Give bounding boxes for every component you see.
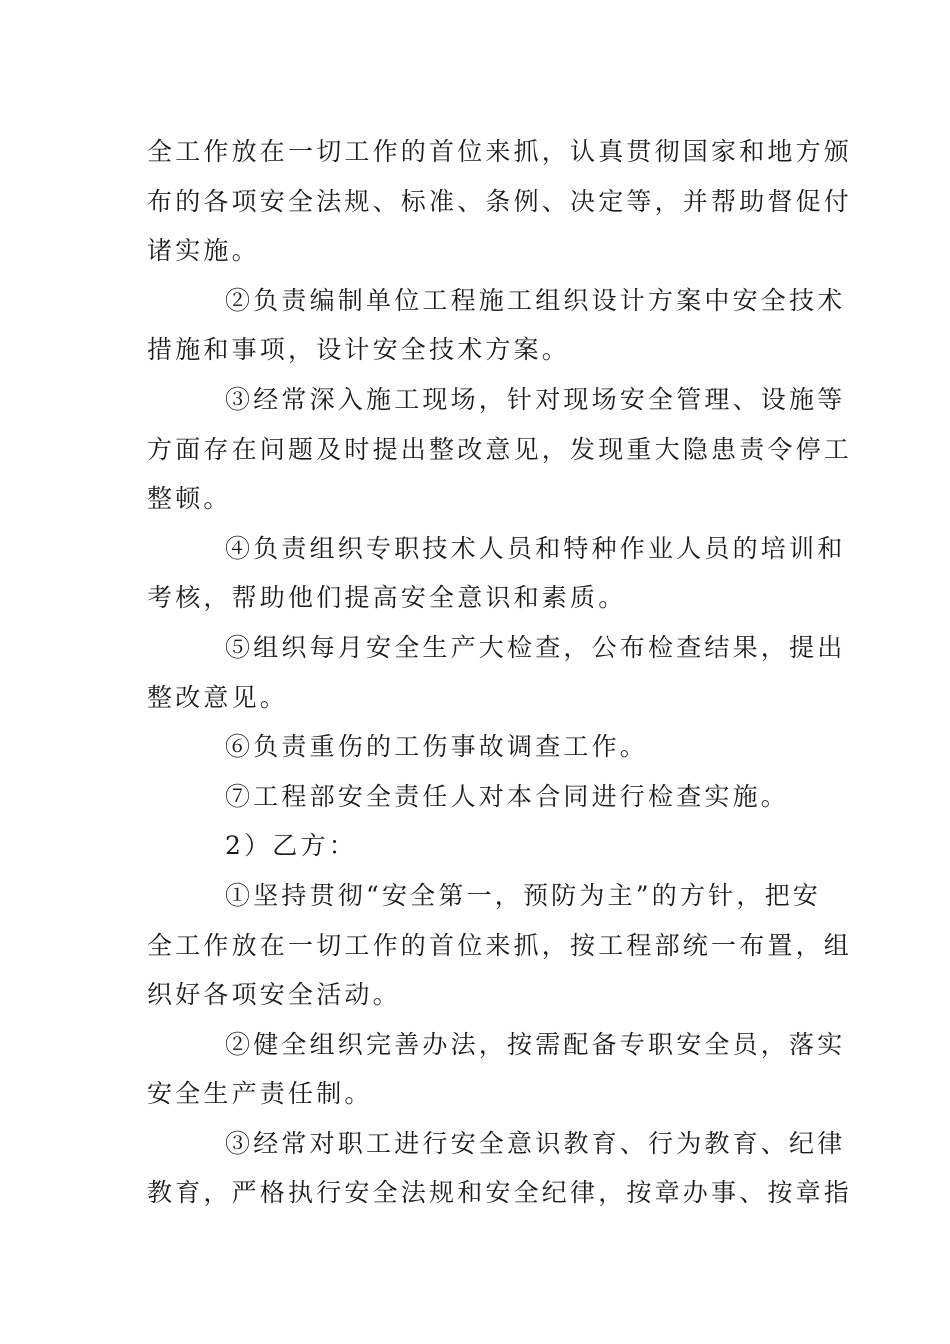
paragraph-item-3 <box>147 375 853 524</box>
paragraph-continuation <box>147 127 853 276</box>
text-line: 安全生产责任制。 <box>147 1079 373 1109</box>
text-line: ②健全组织完善办法，按需配备专职安全员，落实 <box>225 1029 846 1059</box>
text-line: ②负责编制单位工程施工组织设计方案中安全技术 <box>225 285 846 315</box>
text-line: ⑦工程部安全责任人对本合同进行检查实施。 <box>225 781 790 811</box>
paragraph-b-item-2 <box>147 1020 846 1119</box>
section-heading-party-b <box>147 821 807 871</box>
text-line: 布的各项安全法规、标准、条例、决定等，并帮助督促付 <box>147 186 853 216</box>
text-line: 整顿。 <box>147 484 232 514</box>
paragraph-b-item-3 <box>147 1119 853 1218</box>
paragraph-item-2 <box>147 276 846 375</box>
paragraph-b-item-1 <box>147 871 853 1020</box>
text-line: ③经常对职工进行安全意识教育、行为教育、纪律 <box>225 1128 846 1158</box>
text-line: ⑥负责重伤的工伤事故调查工作。 <box>225 732 649 762</box>
text-line: 整改意见。 <box>147 682 289 712</box>
text-line: 2）乙方： <box>225 831 357 861</box>
text-line: 考核，帮助他们提高安全意识和素质。 <box>147 583 627 613</box>
document-body <box>147 127 853 1218</box>
text-line: 织好各项安全活动。 <box>147 980 401 1010</box>
text-line: 诸实施。 <box>147 236 260 266</box>
text-line: ①坚持贯彻“安全第一，预防为主”的方针，把安 <box>225 880 821 910</box>
text-line: 教育，严格执行安全法规和安全纪律，按章办事、按章指 <box>147 1178 853 1208</box>
text-line: 措施和事项，设计安全技术方案。 <box>147 335 571 365</box>
text-line: ⑤组织每月安全生产大检查，公布检查结果，提出 <box>225 632 846 662</box>
text-line: 全工作放在一切工作的首位来抓，认真贯彻国家和地方颁 <box>147 137 853 166</box>
text-line: ④负责组织专职技术人员和特种作业人员的培训和 <box>225 533 846 563</box>
paragraph-item-6 <box>147 722 807 772</box>
paragraph-item-7 <box>147 772 807 822</box>
paragraph-item-4 <box>147 524 846 623</box>
paragraph-item-5 <box>147 623 846 722</box>
text-line: 方面存在问题及时提出整改意见，发现重大隐患责令停工 <box>147 434 853 464</box>
text-line: 全工作放在一切工作的首位来抓，按工程部统一布置，组 <box>147 930 853 960</box>
text-line: ③经常深入施工现场，针对现场安全管理、设施等 <box>225 384 846 414</box>
